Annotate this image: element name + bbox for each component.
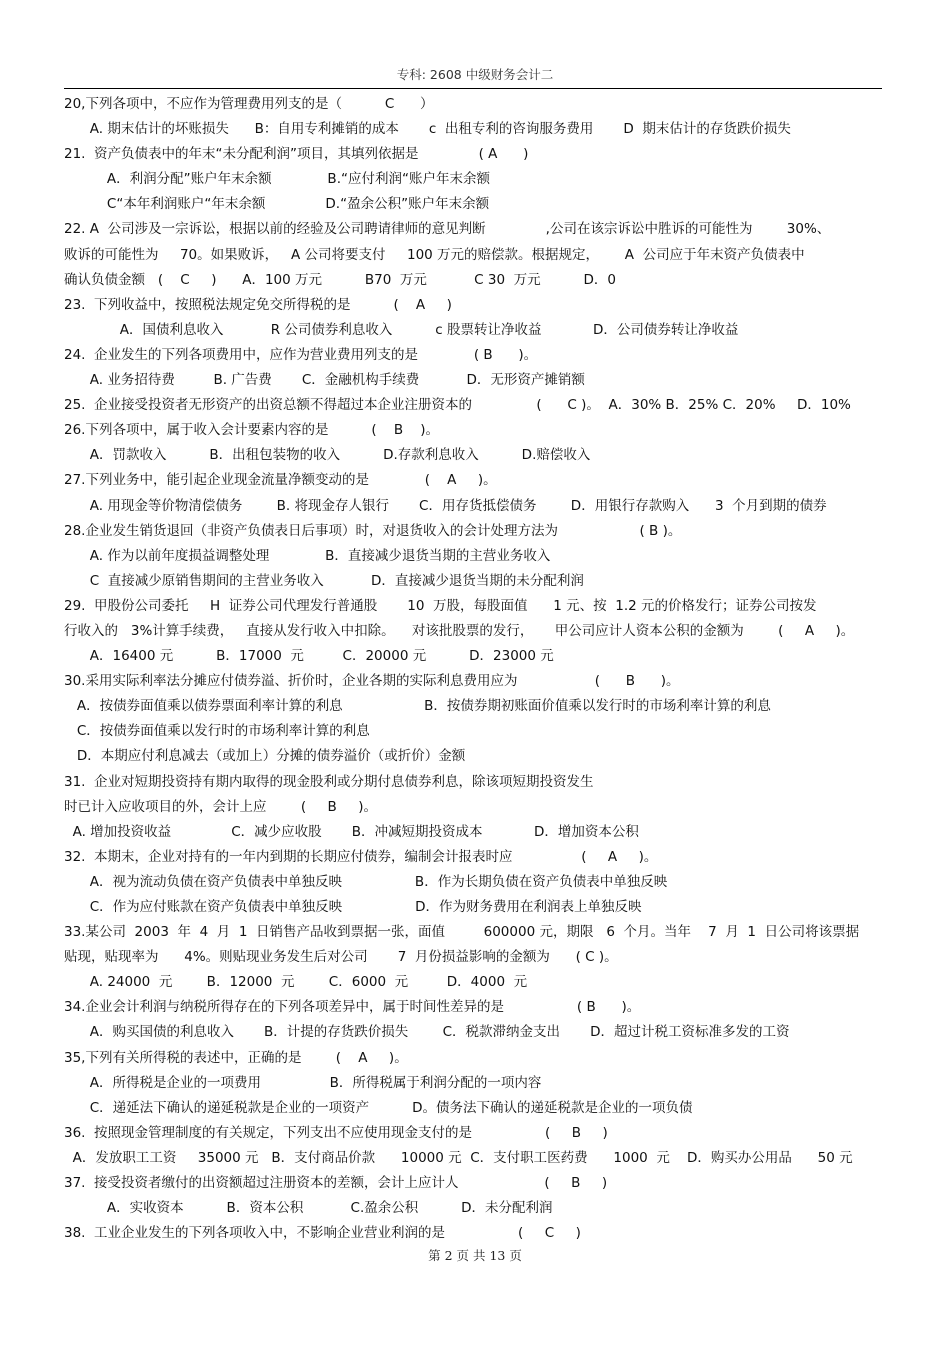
text-line: 31. 企业对短期投资持有期内取得的现金股利或分期付息债券利息，除该项短期投资发生 bbox=[64, 773, 594, 790]
text-line: 32. 本期末，企业对持有的一年内到期的长期应付债券，编制会计报表时应 ( A )。 bbox=[64, 848, 658, 865]
text-line: 贴现，贴现率为 4%。则贴现业务发生后对公司 7 月份损益影响的金额为 ( C )。 bbox=[64, 949, 618, 966]
text-line: C．作为应付账款在资产负债表中单独反映 D．作为财务费用在利润表上单独反映 bbox=[64, 899, 642, 915]
text-line: C“本年利润账户“年末余额 D.“盈余公积”账户年末余额 bbox=[64, 196, 490, 213]
text-line: 30.采用实际利率法分摊应付债券溢、折价时，企业各期的实际利息费用应为 ( B )。 bbox=[64, 673, 680, 690]
text-line: A. 作为以前年度损益调整处理 B．直接减少退货当期的主营业务收入 bbox=[64, 547, 551, 564]
text-line: 29. 甲股份公司委托 H 证券公司代理发行普通股 10 万股，每股面值 1 元、按 1.2 元的价格发行；证券公司按发 bbox=[64, 597, 817, 614]
text-line: A．实收资本 B．资本公积 C.盈余公积 D．未分配利润 bbox=[64, 1200, 553, 1217]
text-line: C．递延法下确认的递延税款是企业的一项资产 D。债务法下确认的递延税款是企业的一项负债 bbox=[64, 1099, 693, 1116]
text-line: C．按债券面值乘以发行时的市场利率计算的利息 bbox=[64, 723, 370, 740]
text-line: 25. 企业接受投资者无形资产的出资总额不得超过本企业注册资本的 ( C )。 A．30% B．25% C．20% D．10% bbox=[64, 397, 851, 414]
text-line: A．购买国债的利息收入 B．计提的存货跌价损失 C．税款滞纳金支出 D．超过计税工资标准多发的工资 bbox=[64, 1024, 790, 1041]
text-line: 确认负债金额 ( C ) A．100 万元 B70 万元 C 30 万元 D．0 bbox=[64, 271, 617, 288]
text-line: 22. A 公司涉及一宗诉讼，根据以前的经验及公司聘请律师的意见判断 ,公司在该宗诉讼中胜诉的可能性为 30%、 bbox=[64, 221, 831, 238]
document-body bbox=[64, 92, 894, 1246]
text-line: A．16400 元 B．17000 元 C．20000 元 D．23000 元 bbox=[64, 648, 554, 665]
text-line: 23. 下列收益中，按照税法规定免交所得税的是 ( A ) bbox=[64, 296, 452, 313]
text-line: 26.下列各项中，属于收入会计要素内容的是 ( B )。 bbox=[64, 422, 440, 439]
text-line: 28.企业发生销货退回（非资产负债表日后事项）时，对退货收入的会计处理方法为 ( B )。 bbox=[64, 522, 682, 539]
text-line: 败诉的可能性为 70。如果败诉， A 公司将要支付 100 万元的赔偿款。根据规定， A 公司应于年末资产负债表中 bbox=[64, 246, 805, 263]
text-line: 行收入的 3%计算手续费， 直接从发行收入中扣除。 对该批股票的发行， 甲公司应计人资本公积的金额为 ( A )。 bbox=[64, 622, 855, 639]
text-line: C 直接减少原销售期间的主营业务收入 D．直接减少退货当期的未分配利润 bbox=[64, 572, 584, 589]
text-line: 20,下列各项中，不应作为管理费用列支的是（ C ） bbox=[64, 96, 434, 112]
text-line: A．所得税是企业的一项费用 B．所得税属于利润分配的一项内容 bbox=[64, 1074, 542, 1091]
text-line: D．本期应付利息减去（或加上）分摊的债券溢价（或折价）金额 bbox=[64, 748, 466, 765]
text-line: 33.某公司 2003 年 4 月 1 日销售产品收到票据一张，面值 600000 元，期限 6 个月。当年 7 月 1 日公司将该票据 bbox=[64, 924, 860, 941]
text-line: A．发放职工工资 35000 元 B．支付商品价款 10000 元 C．支付职工医药费 1000 元 D．购买办公用品 50 元 bbox=[64, 1149, 853, 1166]
text-line: 21. 资产负债表中的年末“未分配利润”项目，其填列依据是 ( A ) bbox=[64, 146, 529, 163]
page-header: 专科: 2608 中级财务会计二 bbox=[396, 67, 554, 82]
text-line: A. 期末估计的坏账损失 B：自用专利摊销的成本 c 出租专利的咨询服务费用 D 期末估计的存货跌价损失 bbox=[64, 121, 791, 138]
text-line: A. 业务招待费 B. 广告费 C．金融机构手续费 D．无形资产摊销额 bbox=[64, 372, 585, 389]
text-line: 35,下列有关所得税的表述中，正确的是 ( A )。 bbox=[64, 1049, 408, 1066]
text-line: 时已计入应收项目的外，会计上应 ( B )。 bbox=[64, 798, 378, 815]
text-line: 27.下列业务中，能引起企业现金流量净额变动的是 ( A )。 bbox=[64, 472, 497, 489]
header-rule bbox=[64, 88, 882, 89]
text-line: A．罚款收入 B．出租包装物的收入 D.存款利息收入 D.赔偿收入 bbox=[64, 447, 591, 464]
text-line: A. 增加投资收益 C．减少应收股 B．冲减短期投资成本 D．增加资本公积 bbox=[64, 823, 639, 840]
text-line: 36. 按照现金管理制度的有关规定，下列支出不应使用现金支付的是 ( B ) bbox=[64, 1124, 608, 1141]
page-footer: 第 2 页 共 13 页 bbox=[428, 1248, 522, 1263]
text-line: 37. 接受投资者缴付的出资额超过注册资本的差额，会计上应计人 ( B ) bbox=[64, 1175, 608, 1192]
text-line: A. 用现金等价物清偿债务 B. 将现金存人银行 C．用存货抵偿债务 D．用银行存款购入 3 个月到期的债券 bbox=[64, 497, 827, 514]
text-line: A．按债券面值乘以债券票面利率计算的利息 B．按债券期初账面价值乘以发行时的市场利率计算的利息 bbox=[64, 698, 771, 715]
text-line: A．视为流动负债在资产负债表中单独反映 B．作为长期负债在资产负债表中单独反映 bbox=[64, 873, 668, 890]
text-line: A．利润分配”账户年末余额 B.“应付利润“账户年末余额 bbox=[64, 171, 490, 188]
text-line: A. 24000 元 B．12000 元 C．6000 元 D．4000 元 bbox=[64, 974, 528, 991]
text-line: 34.企业会计利润与纳税所得存在的下列各项差异中，属于时间性差异的是 ( B )。 bbox=[64, 999, 641, 1016]
text-line: 24. 企业发生的下列各项费用中，应作为营业费用列支的是 ( B )。 bbox=[64, 346, 538, 363]
text-line: 38. 工业企业发生的下列各项收入中，不影响企业营业利润的是 ( C ) bbox=[64, 1225, 581, 1242]
text-line: A．国债利息收入 R 公司债券利息收入 c 股票转让净收益 D．公司债券转让净收益 bbox=[64, 321, 739, 338]
